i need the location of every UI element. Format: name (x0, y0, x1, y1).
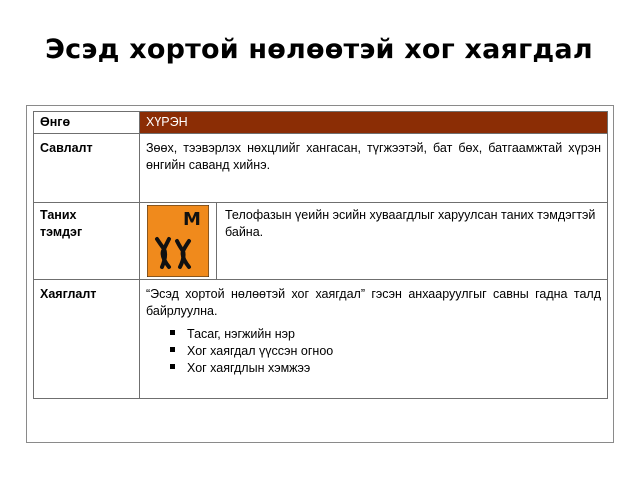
labeling-label: Хаяглалт (34, 280, 140, 399)
table-row-symbol (34, 203, 608, 280)
slide-title: Эсэд хортой нөлөөтэй хог хаягдал (45, 34, 593, 65)
symbol-cell (140, 203, 608, 280)
color-label: Өнгө (34, 112, 140, 134)
table-row-packaging (34, 134, 608, 203)
square-bullet-icon (170, 347, 175, 352)
cytotoxic-chromosome-icon (147, 205, 209, 277)
symbol-image-cell (140, 203, 217, 279)
labeling-cell (140, 280, 608, 399)
square-bullet-icon (170, 330, 175, 335)
list-item (170, 360, 601, 377)
labeling-text: “Эсэд хортой нөлөөтэй хог хаягдал” гэсэн анхааруулгыг савны гадна талд байрлуулна. (146, 287, 601, 318)
table-row-color (34, 112, 608, 134)
bullet-text: Хог хаягдлын хэмжээ (187, 361, 311, 375)
labeling-bullets (146, 326, 601, 377)
symbol-label-line2: тэмдэг (40, 225, 83, 239)
symbol-label-line1: Таних (40, 208, 77, 222)
packaging-label: Савлалт (34, 134, 140, 203)
table-row-labeling (34, 280, 608, 399)
packaging-text: Зөөх, тээвэрлэх нөхцлийг хангасан, түгжээтэй, бат бөх, батгаамжтай хүрэн өнгийн саванд хийнэ. (140, 134, 608, 203)
list-item (170, 326, 601, 343)
waste-info-table (33, 111, 608, 399)
bullet-text: Тасаг, нэгжийн нэр (187, 327, 295, 341)
symbol-label (34, 203, 140, 280)
symbol-letter: M (183, 209, 201, 230)
bullet-text: Хог хаягдал үүссэн огноо (187, 344, 334, 358)
list-item (170, 343, 601, 360)
square-bullet-icon (170, 364, 175, 369)
color-value: ХҮРЭН (140, 112, 608, 134)
symbol-text: Телофазын үеийн эсийн хуваагдлыг харуулсан таних тэмдэгтэй байна. (225, 208, 596, 239)
